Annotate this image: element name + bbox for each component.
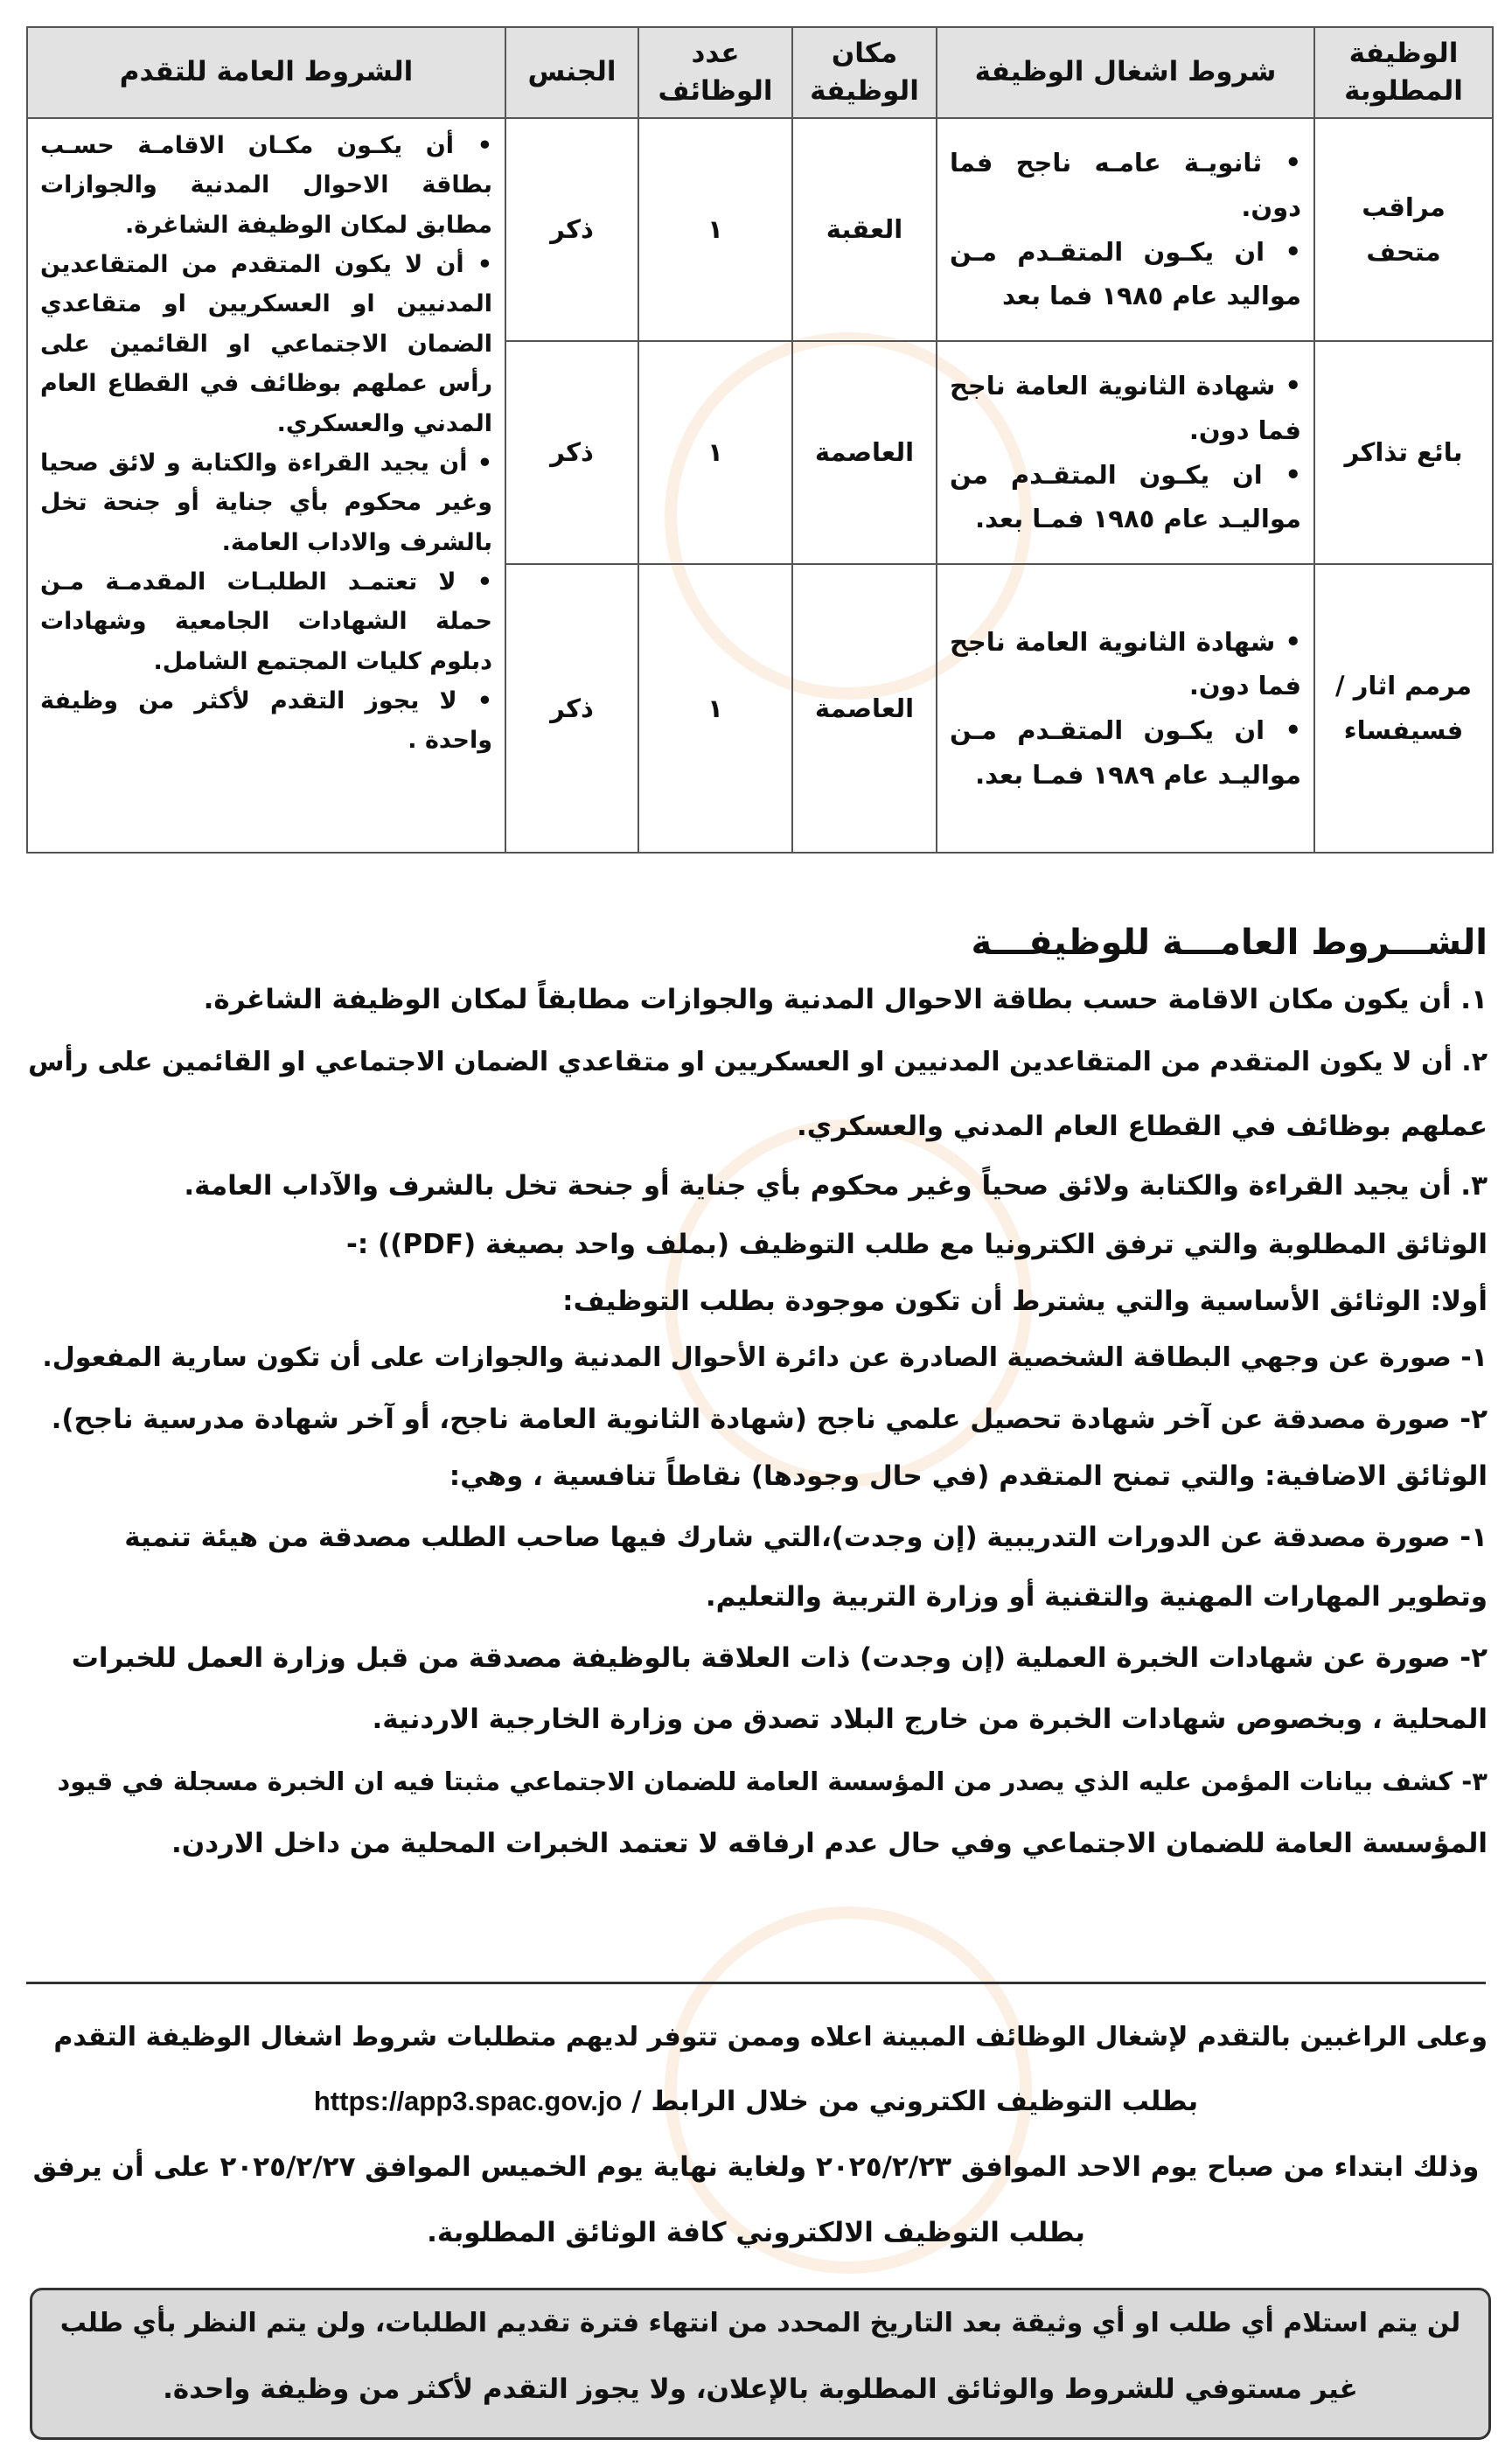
- general-conditions-cell: [27, 118, 505, 853]
- header-general-conditions: الشروط العامة للتقدم: [27, 27, 505, 118]
- general-condition-item: • أن لا يكون المتقدم من المتقاعدين المدنيين او العسكريين او متقاعدي الضمان الاجتماعي او القائمين على رأس عملهم بوظائف في القطاع العام المدني والعسكري.: [40, 245, 492, 443]
- place-cell: العقبة: [792, 118, 937, 341]
- gender-cell: ذكر: [505, 118, 638, 341]
- general-condition-item: • لا تعتمـد الطلبـات المقدمـة مـن حملة الشهادات الجامعية وشهادات دبلوم كليات المجتمع الشامل.: [40, 562, 492, 681]
- paragraph-line: أولا: الوثائق الأساسية والتي يشترط أن تكون موجودة بطلب التوظيف:: [562, 1286, 1488, 1317]
- place-cell: العاصمة: [792, 564, 937, 853]
- general-condition-item: • أن يجيد القراءة والكتابة و لائق صحيا وغير محكوم بأي جناية أو جنحة تخل بالشرف والاداب العامة.: [40, 443, 492, 562]
- header-conditions: شروط اشغال الوظيفة: [937, 27, 1314, 118]
- paragraph-line: ١. أن يكون مكان الاقامة حسب بطاقة الاحوال المدنية والجوازات مطابقاً لمكان الوظيفة الشاغرة.: [203, 984, 1488, 1015]
- jobs-table: [26, 26, 1494, 854]
- paragraph-line: ٣- كشف بيانات المؤمن عليه الذي يصدر من المؤسسة العامة للضمان الاجتماعي مثبتا فيه ان الخبرة مسجلة في قيود: [57, 1767, 1488, 1796]
- paragraph-line: ٢- صورة عن شهادات الخبرة العملية (إن وجدت) ذات العلاقة بالوظيفة مصدقة من قبل وزارة العمل للخبرات: [71, 1642, 1488, 1674]
- condition-item: • ان يكـون المتقـدم من مواليـد عام ١٩٨٥ فمـا بعد.: [950, 453, 1301, 542]
- conditions-cell: [937, 118, 1314, 341]
- divider: [26, 1982, 1486, 1984]
- notice-box: [30, 2288, 1491, 2440]
- paragraph-line: الوثائق الاضافية: والتي تمنح المتقدم (في حال وجودها) نقاطاً تنافسية ، وهي:: [449, 1460, 1488, 1492]
- paragraph-line: ٢. أن لا يكون المتقدم من المتقاعدين المدنيين او العسكريين او متقاعدي الضمان الاجتماعي او القائمين على رأس: [28, 1047, 1488, 1077]
- paragraph-line: المؤسسة العامة للضمان الاجتماعي وفي حال عدم ارفاقه لا تعتمد الخبرات المحلية من داخل الاردن.: [171, 1828, 1488, 1859]
- condition-item: • ان يكـون المتقـدم مـن مواليـد عام ١٩٨٩ فمـا بعد.: [950, 708, 1301, 798]
- paragraph-line: الوثائق المطلوبة والتي ترفق الكترونيا مع طلب التوظيف (بملف واحد بصيغة (PDF)) :-: [345, 1229, 1488, 1260]
- paragraph-line: ١- صورة عن وجهي البطاقة الشخصية الصادرة عن دائرة الأحوال المدنية والجوازات على أن تكون سارية المفعول.: [42, 1342, 1488, 1373]
- notice-line: غير مستوفي للشروط والوثائق المطلوبة بالإعلان، ولا يجوز التقدم لأكثر من وظيفة واحدة.: [163, 2373, 1358, 2405]
- count-cell: ١: [638, 118, 792, 341]
- general-condition-item: • لا يجوز التقدم لأكثر من وظيفة واحدة .: [40, 681, 492, 761]
- general-condition-item: • أن يكـون مكـان الاقامـة حسـب بطاقة الاحوال المدنية والجوازات مطابق لمكان الوظيفة الشاغرة.: [40, 126, 492, 245]
- condition-item: • شهادة الثانوية العامة ناجح فما دون.: [950, 620, 1301, 709]
- section-title: الشـــروط العامـــة للوظيفـــة: [971, 923, 1488, 963]
- count-cell: ١: [638, 341, 792, 564]
- paragraph-line: ١- صورة مصدقة عن الدورات التدريبية (إن وجدت)،التي شارك فيها صاحب الطلب مصدقة من هيئة تنمية: [124, 1522, 1488, 1553]
- paragraph-line: المحلية ، وبخصوص شهادات الخبرة من خارج البلاد تصدق من وزارة الخارجية الاردنية.: [372, 1704, 1488, 1735]
- conditions-cell: [937, 564, 1314, 853]
- table-header-row: [27, 27, 1493, 118]
- job-cell: مرمم اثار / فسيفساء: [1314, 564, 1493, 853]
- closing-dates-line: وذلك ابتداء من صباح يوم الاحد الموافق ٢٠٢٥/٢/٢٣ ولغاية نهاية يوم الخميس الموافق ٢٠٢٥/٢/٢٧ على أن يرفق: [32, 2151, 1480, 2183]
- closing-text: بطلب التوظيف الكتروني من خلال الرابط /: [631, 2086, 1199, 2117]
- paragraph-line: ٣. أن يجيد القراءة والكتابة ولائق صحياً وغير محكوم بأي جناية أو جنحة تخل بالشرف والآداب العامة.: [184, 1170, 1488, 1202]
- header-gender: الجنس: [505, 27, 638, 118]
- job-cell: مراقب متحف: [1314, 118, 1493, 341]
- header-place: مكان الوظيفة: [792, 27, 937, 118]
- gender-cell: ذكر: [505, 341, 638, 564]
- conditions-cell: [937, 341, 1314, 564]
- place-cell: العاصمة: [792, 341, 937, 564]
- closing-line: وعلى الراغبين بالتقدم لإشغال الوظائف المبينة اعلاه وممن تتوفر لديهم متطلبات شروط اشغال الوظيفة التقدم: [53, 2022, 1488, 2052]
- condition-item: • ان يكـون المتقـدم مـن مواليد عام ١٩٨٥ فما بعد: [950, 230, 1301, 319]
- condition-item: • ثانويـة عامـه ناجح فما دون.: [950, 141, 1301, 230]
- closing-line: بطلب التوظيف الالكتروني كافة الوثائق المطلوبة.: [427, 2217, 1085, 2248]
- paragraph-line: ٢- صورة مصدقة عن آخر شهادة تحصيل علمي ناجح (شهادة الثانوية العامة ناجح، أو آخر شهادة مدرسية ناجح).: [51, 1404, 1488, 1435]
- notice-line: لن يتم استلام أي طلب او أي وثيقة بعد التاريخ المحدد من انتهاء فترة تقديم الطلبات، ولن يتم النظر بأي طلب: [59, 2308, 1461, 2338]
- closing-line: [24, 2086, 1488, 2117]
- paragraph-line: وتطوير المهارات المهنية والتقنية أو وزارة التربية والتعليم.: [705, 1581, 1488, 1613]
- job-cell: بائع تذاكر: [1314, 341, 1493, 564]
- count-cell: ١: [638, 564, 792, 853]
- header-count: عدد الوظائف: [638, 27, 792, 118]
- header-job: الوظيفة المطلوبة: [1314, 27, 1493, 118]
- paragraph-line: عملهم بوظائف في القطاع العام المدني والعسكري.: [796, 1111, 1488, 1142]
- gender-cell: ذكر: [505, 564, 638, 853]
- application-link[interactable]: https://app3.spac.gov.jo: [313, 2086, 623, 2116]
- table-row: [27, 118, 1493, 341]
- condition-item: • شهادة الثانوية العامة ناجح فما دون.: [950, 364, 1301, 453]
